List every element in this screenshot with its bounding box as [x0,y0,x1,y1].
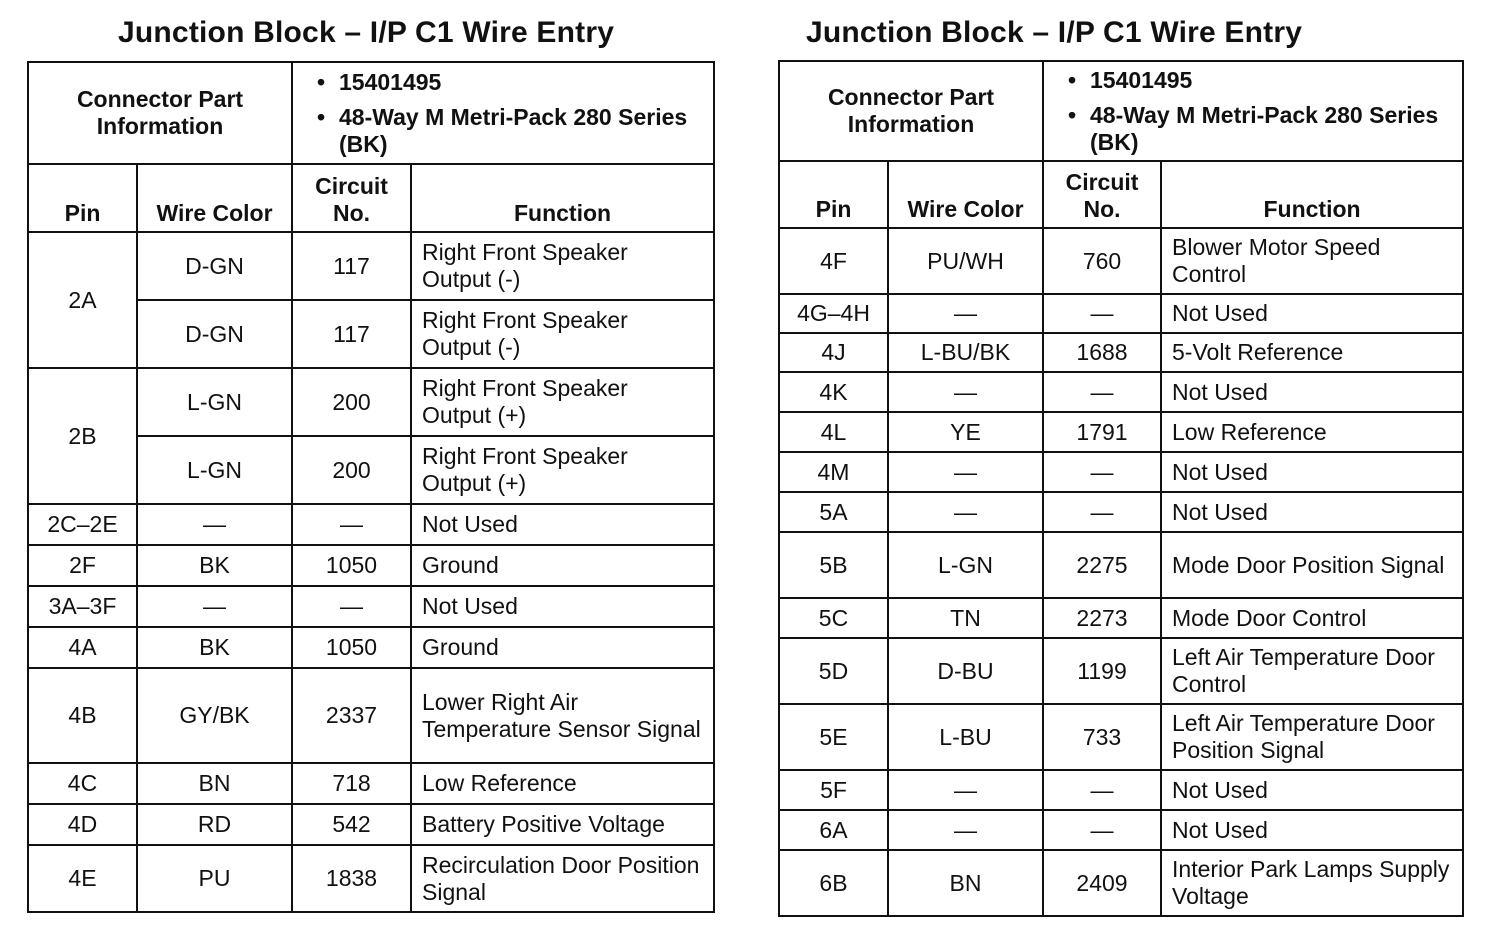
circuit-cell: — [1043,492,1161,532]
function-cell: Interior Park Lamps Supply Voltage [1161,850,1463,916]
wire-color-cell: D-GN [137,232,292,300]
function-cell: Right Front Speaker Output (+) [411,436,714,504]
pin-cell: 4E [28,845,137,912]
circuit-cell: 1838 [292,845,411,912]
pin-cell: 4A [28,627,137,668]
wire-color-cell: D-BU [888,638,1043,704]
function-cell: Ground [411,627,714,668]
circuit-cell: 2275 [1043,532,1161,598]
wire-color-cell: BK [137,545,292,586]
bullet-icon: • [317,103,326,130]
table-row [28,804,714,845]
table-row [779,770,1463,810]
pin-cell: 4C [28,763,137,804]
function-cell: Not Used [1161,452,1463,492]
circuit-cell: — [1043,770,1161,810]
pin-cell: 5F [779,770,888,810]
pin-cell: 5A [779,492,888,532]
function-cell: Low Reference [411,763,714,804]
circuit-cell: 1050 [292,627,411,668]
table-row [28,504,714,545]
connector-part-info-list [1043,61,1463,161]
circuit-cell: 200 [292,436,411,504]
circuit-cell: 718 [292,763,411,804]
wire-color-cell: D-GN [137,300,292,368]
info-item: • 48-Way M Metri-Pack 280 Series (BK) [317,103,688,157]
column-header-pin: Pin [28,164,137,232]
table-row [28,586,714,627]
wire-color-cell: L-BU/BK [888,333,1043,372]
function-cell: Not Used [1161,492,1463,532]
circuit-cell: 2337 [292,668,411,763]
wire-color-cell: YE [888,412,1043,452]
bullet-icon: • [317,68,326,95]
column-header-wire-color: Wire Color [137,164,292,232]
circuit-cell: 733 [1043,704,1161,770]
pin-cell: 4F [779,228,888,294]
circuit-cell: — [1043,452,1161,492]
pin-cell: 5B [779,532,888,598]
circuit-cell: 1688 [1043,333,1161,372]
function-cell: Blower Motor Speed Control [1161,228,1463,294]
circuit-cell: 760 [1043,228,1161,294]
circuit-cell: 1791 [1043,412,1161,452]
wire-color-cell: GY/BK [137,668,292,763]
pin-cell: 3A–3F [28,586,137,627]
column-header-function: Function [1161,161,1463,228]
circuit-cell: — [1043,810,1161,850]
function-cell: Ground [411,545,714,586]
circuit-cell: 2409 [1043,850,1161,916]
circuit-cell: — [1043,294,1161,333]
circuit-cell: — [292,586,411,627]
table-row [28,545,714,586]
function-cell: Not Used [1161,294,1463,333]
pin-cell: 5D [779,638,888,704]
bullet-icon: • [1068,101,1077,128]
pin-cell: 2B [28,368,137,504]
pin-cell: 2A [28,232,137,368]
table-row [779,704,1463,770]
function-cell: Not Used [411,586,714,627]
pin-cell: 4L [779,412,888,452]
table-row [779,532,1463,598]
wire-color-cell: — [888,492,1043,532]
pin-cell: 6B [779,850,888,916]
table-row [28,232,714,300]
column-header-pin: Pin [779,161,888,228]
function-cell: Recirculation Door Position Signal [411,845,714,912]
table-row [779,412,1463,452]
table-row [779,452,1463,492]
wire-color-cell: PU/WH [888,228,1043,294]
function-cell: Low Reference [1161,412,1463,452]
left-table-title: Junction Block – I/P C1 Wire Entry [118,16,615,49]
left-wire-table [27,61,715,913]
wire-color-cell: — [888,770,1043,810]
wire-color-cell: — [137,504,292,545]
function-cell: Right Front Speaker Output (-) [411,232,714,300]
circuit-cell: 200 [292,368,411,436]
function-cell: Mode Door Position Signal [1161,532,1463,598]
function-cell: Left Air Temperature Door Control [1161,638,1463,704]
pin-cell: 4B [28,668,137,763]
connector-part-info-list [292,62,714,164]
function-cell: Not Used [1161,372,1463,412]
wire-color-cell: PU [137,845,292,912]
bullet-icon: • [1068,66,1077,93]
pin-cell: 2C–2E [28,504,137,545]
table-row [28,668,714,763]
pin-cell: 4D [28,804,137,845]
pin-cell: 2F [28,545,137,586]
table-row [779,492,1463,532]
table-row [28,763,714,804]
pin-cell: 4M [779,452,888,492]
wire-color-cell: — [888,294,1043,333]
table-row [28,627,714,668]
column-header-wire-color: Wire Color [888,161,1043,228]
table-row [28,845,714,912]
table-row [28,368,714,436]
pin-cell: 5C [779,598,888,638]
wire-color-cell: L-GN [137,436,292,504]
wire-color-cell: L-BU [888,704,1043,770]
wire-color-cell: — [888,372,1043,412]
table-row [779,638,1463,704]
table-row [779,372,1463,412]
pin-cell: 5E [779,704,888,770]
column-header-circuit: Circuit No. [292,164,411,232]
function-cell: Battery Positive Voltage [411,804,714,845]
column-header-function: Function [411,164,714,232]
circuit-cell: 117 [292,232,411,300]
wire-color-cell: L-GN [137,368,292,436]
function-cell: Not Used [1161,810,1463,850]
connector-part-info-label: Connector Part Information [28,62,292,164]
pin-cell: 6A [779,810,888,850]
wire-color-cell: — [137,586,292,627]
circuit-cell: 117 [292,300,411,368]
table-row [779,294,1463,333]
wire-color-cell: BN [888,850,1043,916]
circuit-cell: 1050 [292,545,411,586]
circuit-cell: — [1043,372,1161,412]
table-row [779,850,1463,916]
wire-color-cell: BN [137,763,292,804]
wire-color-cell: RD [137,804,292,845]
table-row [779,598,1463,638]
right-wire-table [778,60,1464,917]
pin-cell: 4K [779,372,888,412]
table-row [779,333,1463,372]
function-cell: Right Front Speaker Output (-) [411,300,714,368]
wire-color-cell: — [888,452,1043,492]
info-item: • 15401495 [1068,66,1193,93]
table-row [779,228,1463,294]
function-cell: Not Used [1161,770,1463,810]
info-item: • 15401495 [317,68,442,95]
pin-cell: 4G–4H [779,294,888,333]
connector-part-info-label: Connector Part Information [779,61,1043,161]
function-cell: 5-Volt Reference [1161,333,1463,372]
function-cell: Not Used [411,504,714,545]
circuit-cell: 2273 [1043,598,1161,638]
wire-color-cell: BK [137,627,292,668]
info-item: • 48-Way M Metri-Pack 280 Series (BK) [1068,101,1439,155]
circuit-cell: 542 [292,804,411,845]
right-table-title: Junction Block – I/P C1 Wire Entry [806,16,1303,49]
pin-cell: 4J [779,333,888,372]
wire-color-cell: TN [888,598,1043,638]
function-cell: Left Air Temperature Door Position Signal [1161,704,1463,770]
function-cell: Right Front Speaker Output (+) [411,368,714,436]
circuit-cell: 1199 [1043,638,1161,704]
column-header-circuit: Circuit No. [1043,161,1161,228]
function-cell: Lower Right Air Temperature Sensor Signal [411,668,714,763]
wire-color-cell: — [888,810,1043,850]
wire-color-cell: L-GN [888,532,1043,598]
function-cell: Mode Door Control [1161,598,1463,638]
table-row [779,810,1463,850]
circuit-cell: — [292,504,411,545]
